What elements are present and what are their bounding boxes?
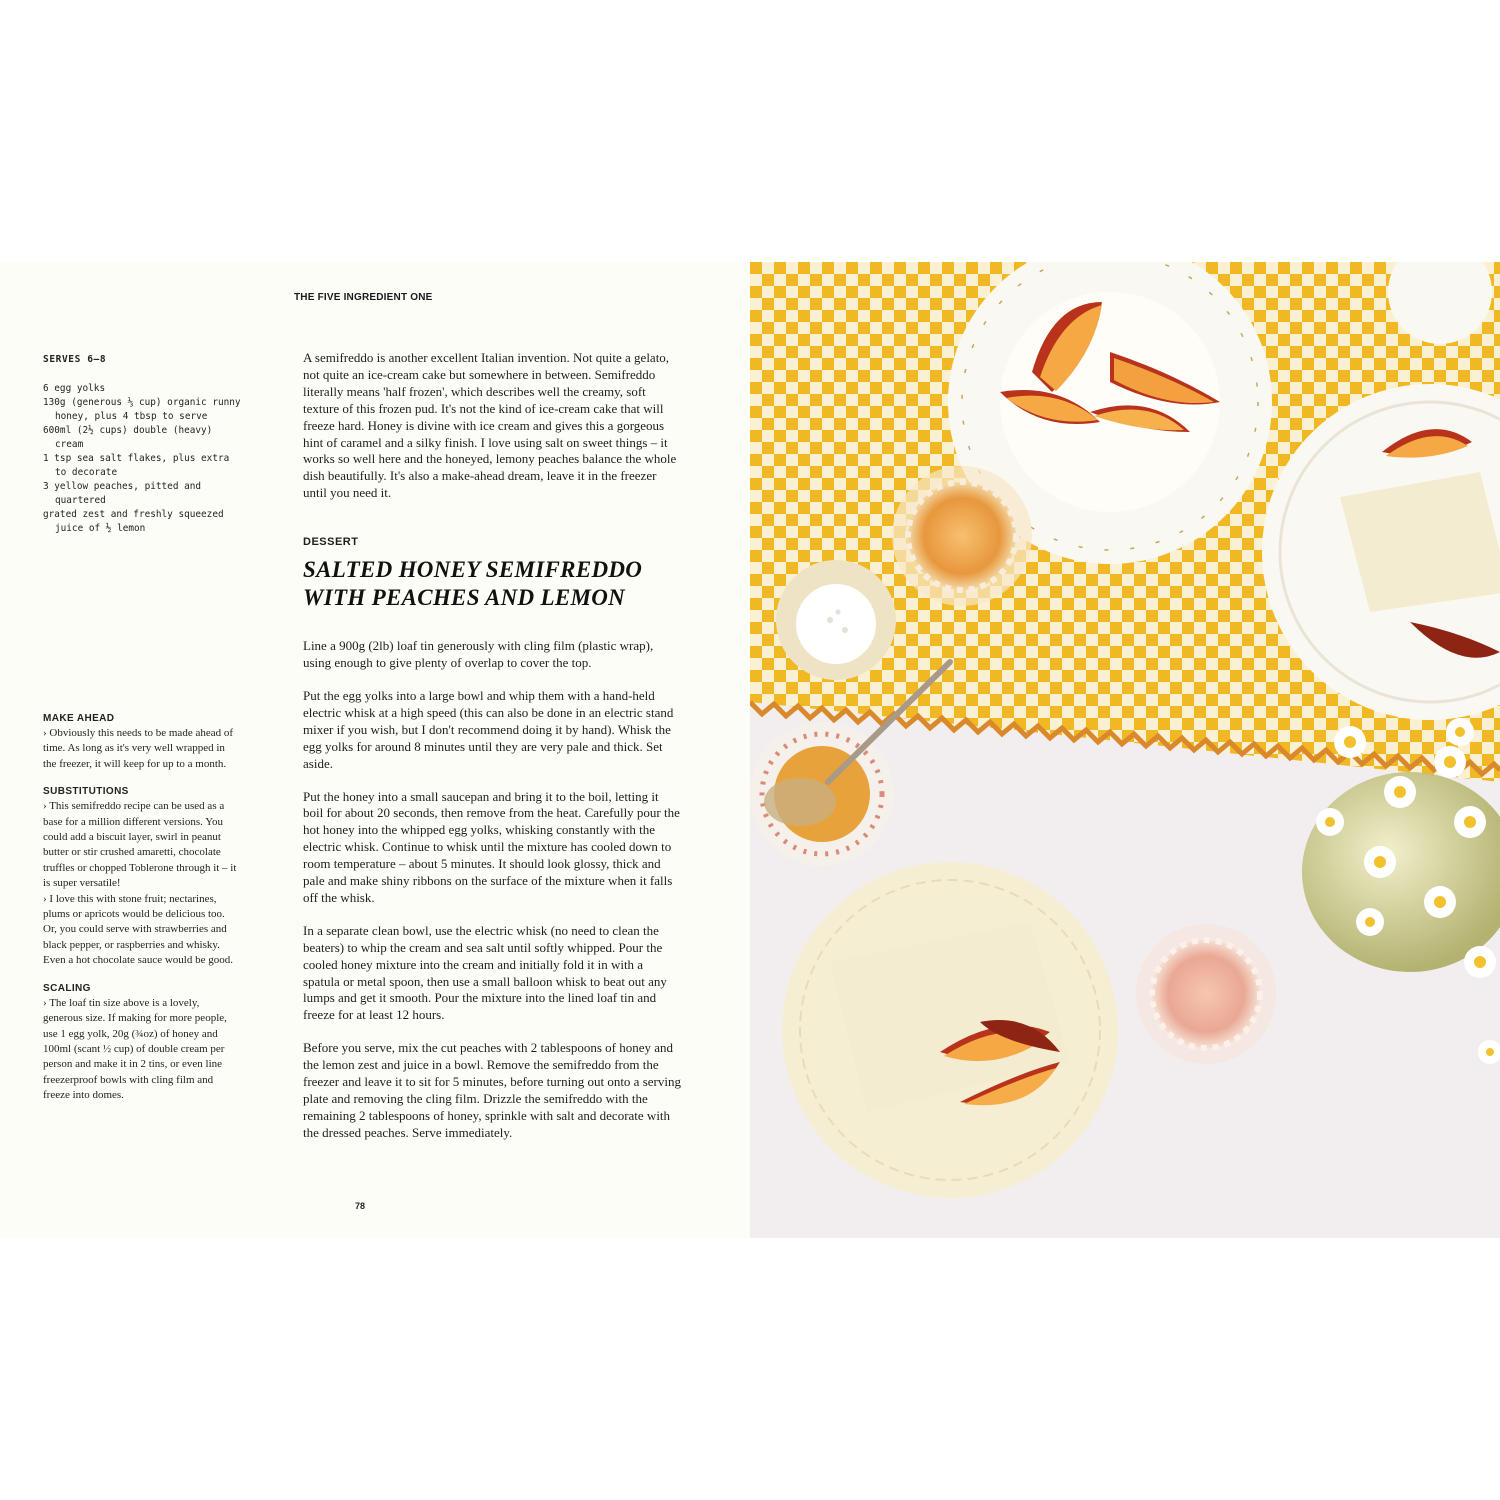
method-step: Put the honey into a small saucepan and bring it to the boil, letting it boil for about 20 seconds, then remove from the heat. Carefully pour the hot honey into the whipped egg yolks, whisking constantly with the electric whisk. Continue to whisk until the mixture has cooled down to room temperature – about 5 minutes. It should look glossy, thick and pale and make shiny ribbons on the surface of the mixture when it falls off the whisk. <box>303 788 680 905</box>
note-paragraph: › The loaf tin size above is a lovely, generous size. If making for more people, use 1 egg yolk, 20g (¾oz) of honey and 100ml (scant ½ cup) of double cream per person and make it in 2 tins, or even line freezerproof bowls with cling film and freeze into domes. <box>43 996 227 1102</box>
note-heading-make-ahead: MAKE AHEAD <box>43 713 115 724</box>
recipe-intro: A semifreddo is another excellent Italian invention. Not quite a gelato, not quite an ice-cream cake but somewhere in between. Semifreddo literally means 'half frozen', which describes well the creamy, soft texture of this frozen pud. It's not the kind of ice-cream cake that will freeze hard. Honey is divine with ice cream and gives this a gorgeous hint of caramel and a silky finish. I love using salt on sweet things – it works so well here and the honeyed, lemony peaches balance the whole dish beautifully. It's also a make-ahead dream, leave it in the freezer until you need it. <box>303 350 677 501</box>
ingredient-item: 6 egg yolks <box>43 383 106 394</box>
book-spread <box>0 262 1500 1238</box>
recipe-category: DESSERT <box>303 536 359 549</box>
ingredient-item: grated zest and freshly squeezed juice of ½ lemon <box>43 509 224 534</box>
note-paragraph: › Obviously this needs to be made ahead of time. As long as it's very well wrapped in the freezer, it will keep for up to a month. <box>43 727 234 770</box>
note-paragraph: › I love this with stone fruit; nectarines, plums or apricots would be delicious too. Or, you could serve with strawberries and black pepper, or raspberries and whisky. Even a hot chocolate sauce would be good. <box>43 892 233 967</box>
note-heading-scaling: SCALING <box>43 982 91 994</box>
salt-bowl <box>776 560 896 680</box>
honey-glass <box>892 466 1032 606</box>
ingredients-sidebar <box>43 354 243 536</box>
ingredient-item: 1 tsp sea salt flakes, plus extra to decorate <box>43 453 230 478</box>
semifreddo-plate-bottom <box>782 862 1118 1198</box>
recipe-title-line-1: SALTED HONEY SEMIFREDDO <box>303 557 643 583</box>
rose-glass <box>1136 924 1276 1064</box>
ingredient-list <box>43 382 243 536</box>
method-step: Line a 900g (2lb) loaf tin generously with cling film (plastic wrap), using enough to give plenty of overlap to cover the top. <box>303 638 654 671</box>
recipe-notes <box>43 713 239 1118</box>
method-step: In a separate clean bowl, use the electric whisk (no need to clean the beaters) to whip the cream and sea salt until softly whipped. Pour the cooled honey mixture into the cream and initially fold it in with a spatula or metal spoon, then use a small balloon whisk to beat out any lumps and get it smooth. Pour the mixture into the lined loaf tin and freeze for at least 12 hours. <box>303 922 667 1023</box>
ingredient-item: 3 yellow peaches, pitted and quartered <box>43 481 202 506</box>
note-body-make-ahead <box>43 726 239 772</box>
running-head: THE FIVE INGREDIENT ONE <box>294 292 433 303</box>
recipe-title-line-2: WITH PEACHES AND LEMON <box>303 585 626 611</box>
ingredient-item: 130g (generous ⅓ cup) organic runny honey, plus 4 tbsp to serve <box>43 397 241 422</box>
serves-label: SERVES 6–8 <box>43 354 107 365</box>
note-body-scaling <box>43 996 239 1104</box>
note-body-substitutions <box>43 799 239 968</box>
method-step: Put the egg yolks into a large bowl and whip them with a hand-held electric whisk at a high speed (this can also be done in an electric stand mixer if you wish, but I don't recommend doing it by hand). Whisk the egg yolks for around 8 minutes until they are very pale and thick. Set aside. <box>303 687 674 771</box>
food-photo-illustration <box>750 262 1500 1238</box>
recipe-title <box>303 556 681 612</box>
recipe-method <box>303 638 681 1142</box>
ingredient-item: 600ml (2½ cups) double (heavy) cream <box>43 425 213 450</box>
food-photo <box>750 262 1500 1238</box>
left-page <box>0 262 750 1238</box>
method-step: Before you serve, mix the cut peaches with 2 tablespoons of honey and the lemon zest and juice in a bowl. Remove the semifreddo from the freezer and leave it to sit for 5 minutes, before turning out onto a serving plate and removing the cling film. Drizzle the semifreddo with the remaining 2 tablespoons of honey, sprinkle with salt and decorate with the dressed peaches. Serve immediately. <box>303 1040 681 1140</box>
note-heading-substitutions: SUBSTITUTIONS <box>43 786 129 798</box>
page-number: 78 <box>355 1201 366 1211</box>
recipe-main-column <box>303 350 681 1158</box>
note-paragraph: › This semifreddo recipe can be used as a base for a million different versions. You could add a biscuit layer, swirl in peanut butter or stir crushed amaretti, chocolate truffles or chopped Toblerone through it – it is super versatile! <box>43 800 237 890</box>
